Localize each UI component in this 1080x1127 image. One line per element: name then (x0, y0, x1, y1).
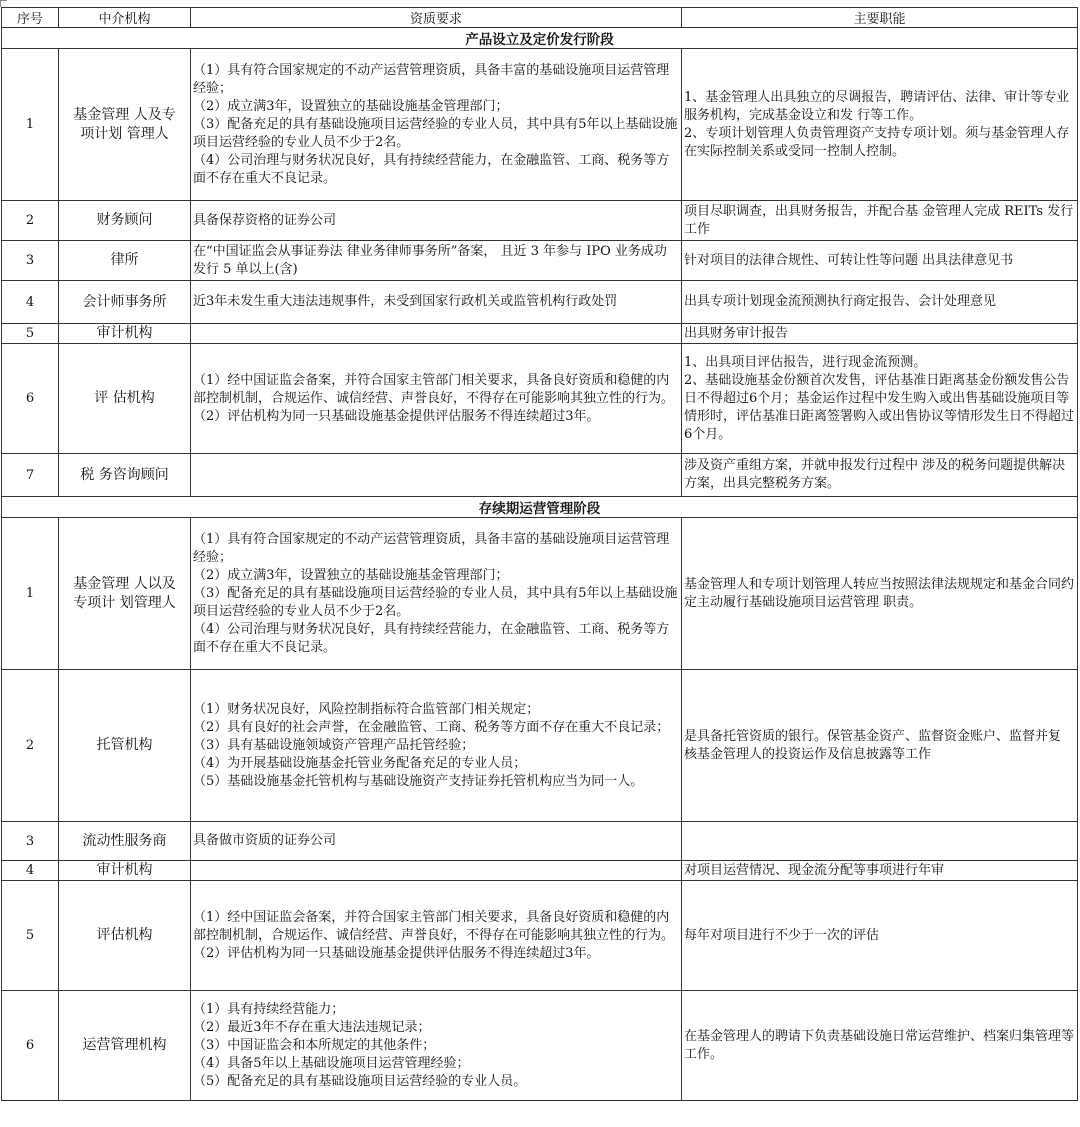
cell-duty[interactable]: 涉及资产重组方案，并就申报发行过程中 涉及的税务问题提供解决方案，出具完整税务方案。 (682, 454, 1078, 497)
cell-org[interactable]: 流动性服务商 (59, 822, 191, 861)
cell-no[interactable]: 4 (2, 281, 59, 324)
table-row (2, 822, 1078, 861)
cell-no[interactable]: 1 (2, 518, 59, 670)
cell-org[interactable]: 评估机构 (59, 881, 191, 991)
header-org[interactable]: 中介机构 (59, 8, 191, 28)
cell-org[interactable]: 财务顾问 (59, 201, 191, 241)
stage-row (2, 28, 1078, 49)
table-row (2, 670, 1078, 822)
cell-qualification[interactable]: 具备做市资质的证券公司 (191, 822, 682, 861)
cell-duty[interactable]: 是具备托管资质的银行。保管基金资产、监督资金账户、监督并复 核基金管理人的投资运作及信息披露等工作 (682, 670, 1078, 822)
cell-org[interactable]: 审计机构 (59, 861, 191, 881)
stage-title[interactable]: 存续期运营管理阶段 (2, 497, 1078, 518)
cell-no[interactable]: 5 (2, 324, 59, 344)
cell-qualification[interactable]: （1）具有持续经营能力； （2）最近3年不存在重大违法违规记录； （3）中国证监会和本所规定的其他条件； （4）具备5年以上基础设施项目运营管理经验； （5）配备充足的具有基础设施项目运营经验的专业人员。 (191, 991, 682, 1101)
cell-duty[interactable]: 针对项目的法律合规性、可转让性等问题 出具法律意见书 (682, 241, 1078, 281)
cell-duty[interactable]: 项目尽职调查，出具财务报告，并配合基 金管理人完成 REITs 发行工作 (682, 201, 1078, 241)
cell-duty[interactable]: 1、基金管理人出具独立的尽调报告，聘请评估、法律、审计等专业服务机构，完成基金设立和发 行等工作。 2、专项计划管理人负责管理资产支持专项计划。须与基金管理人存在实际控制关系或受同一控制人控制。 (682, 49, 1078, 201)
table-row (2, 49, 1078, 201)
cell-duty[interactable]: 对项目运营情况、现金流分配等事项进行年审 (682, 861, 1078, 881)
cell-org[interactable]: 运营管理机构 (59, 991, 191, 1101)
cell-org[interactable]: 税 务咨询顾问 (59, 454, 191, 497)
cell-no[interactable]: 3 (2, 241, 59, 281)
cell-org[interactable]: 审计机构 (59, 324, 191, 344)
cell-qualification[interactable]: （1）财务状况良好，风险控制指标符合监管部门相关规定； （2）具有良好的社会声誉，在金融监管、工商、税务等方面不存在重大不良记录； （3）具有基础设施领域资产管理产品托管经验； （4）为开展基础设施基金托管业务配备充足的专业人员； （5）基础设施基金托管机构与基础设施资产支持证券托管机构应当为同一人。 (191, 670, 682, 822)
cell-no[interactable]: 5 (2, 881, 59, 991)
cell-no[interactable]: 6 (2, 991, 59, 1101)
table-row (2, 881, 1078, 991)
table-row (2, 324, 1078, 344)
cell-duty[interactable]: 出具专项计划现金流预测执行商定报告、会计处理意见 (682, 281, 1078, 324)
cell-org[interactable]: 会计师事务所 (59, 281, 191, 324)
cell-no[interactable]: 2 (2, 670, 59, 822)
cell-qualification[interactable]: （1）具有符合国家规定的不动产运营管理资质，具备丰富的基础设施项目运营管理经验； （2）成立满3年，设置独立的基础设施基金管理部门； （3）配备充足的具有基础设施项目运营经验的专业人员，其中具有5年以上基础设施项目运营经验的专业人员不少于2名。 （4）公司治理与财务状况良好，具有持续经营能力，在金融监管、工商、税务等方面不存在重大不良记录。 (191, 518, 682, 670)
table-row (2, 518, 1078, 670)
cell-qualification[interactable]: 在“中国证监会从事证券法 律业务律师事务所”备案， 且近 3 年参与 IPO 业务成功 发行 5 单以上(含) (191, 241, 682, 281)
cell-org[interactable]: 基金管理 人及专 项计划 管理人 (59, 49, 191, 201)
cell-qualification[interactable]: 近3年未发生重大违法违规事件，未受到国家行政机关或监管机构行政处罚 (191, 281, 682, 324)
cell-qualification[interactable]: （1）经中国证监会备案，并符合国家主管部门相关要求，具备良好资质和稳健的内部控制机制，合规运作、诚信经营、声誉良好，不得存在可能影响其独立性的行为。 （2）评估机构为同一只基础设施基金提供评估服务不得连续超过3年。 (191, 344, 682, 454)
cell-org[interactable]: 律所 (59, 241, 191, 281)
cell-org[interactable]: 评 估机构 (59, 344, 191, 454)
table-row (2, 861, 1078, 881)
table-row (2, 241, 1078, 281)
cell-duty[interactable]: 出具财务审计报告 (682, 324, 1078, 344)
cell-org[interactable]: 托管机构 (59, 670, 191, 822)
cell-qualification[interactable] (191, 324, 682, 344)
table-row (2, 201, 1078, 241)
table-row (2, 454, 1078, 497)
cell-qualification[interactable]: （1）经中国证监会备案，并符合国家主管部门相关要求，具备良好资质和稳健的内部控制机制，合规运作、诚信经营、声誉良好，不得存在可能影响其独立性的行为。 （2）评估机构为同一只基础设施基金提供评估服务不得连续超过3年。 (191, 881, 682, 991)
cell-duty[interactable]: 每年对项目进行不少于一次的评估 (682, 881, 1078, 991)
cell-no[interactable]: 2 (2, 201, 59, 241)
cell-qualification[interactable] (191, 454, 682, 497)
stage-title[interactable]: 产品设立及定价发行阶段 (2, 28, 1078, 49)
table-row (2, 991, 1078, 1101)
cell-duty[interactable]: 在基金管理人的聘请下负责基础设施日常运营维护、档案归集管理等工作。 (682, 991, 1078, 1101)
cell-duty[interactable]: 1、出具项目评估报告，进行现金流预测。 2、基础设施基金份额首次发售，评估基准日距离基金份额发售公告日不得超过6个月；基金运作过程中发生购入或出售基础设施项目等情形时，评估基准日距离签署购入或出售协议等情形发生日不得超过6个月。 (682, 344, 1078, 454)
cell-qualification[interactable]: 具备保荐资格的证券公司 (191, 201, 682, 241)
table-row (2, 281, 1078, 324)
stage-row (2, 497, 1078, 518)
cell-no[interactable]: 6 (2, 344, 59, 454)
intermediary-table (1, 7, 1078, 1101)
cell-no[interactable]: 3 (2, 822, 59, 861)
cell-no[interactable]: 7 (2, 454, 59, 497)
cell-duty[interactable] (682, 822, 1078, 861)
cell-no[interactable]: 4 (2, 861, 59, 881)
cell-duty[interactable]: 基金管理人和专项计划管理人转应当按照法律法规规定和基金合同约定主动履行基础设施项目运营管理 职责。 (682, 518, 1078, 670)
table-row (2, 344, 1078, 454)
cell-corner-marker (0, 0, 7, 7)
cell-no[interactable]: 1 (2, 49, 59, 201)
header-row (2, 8, 1078, 28)
header-no[interactable]: 序号 (2, 8, 59, 28)
header-qualification[interactable]: 资质要求 (191, 8, 682, 28)
cell-org[interactable]: 基金管理 人以及 专项计 划管理人 (59, 518, 191, 670)
cell-qualification[interactable] (191, 861, 682, 881)
header-duty[interactable]: 主要职能 (682, 8, 1078, 28)
cell-qualification[interactable]: （1）具有符合国家规定的不动产运营管理资质，具备丰富的基础设施项目运营管理经验； （2）成立满3年，设置独立的基础设施基金管理部门； （3）配备充足的具有基础设施项目运营经验的专业人员，其中具有5年以上基础设施项目运营经验的专业人员不少于2名。 （4）公司治理与财务状况良好，具有持续经营能力，在金融监管、工商、税务等方面不存在重大不良记录。 (191, 49, 682, 201)
